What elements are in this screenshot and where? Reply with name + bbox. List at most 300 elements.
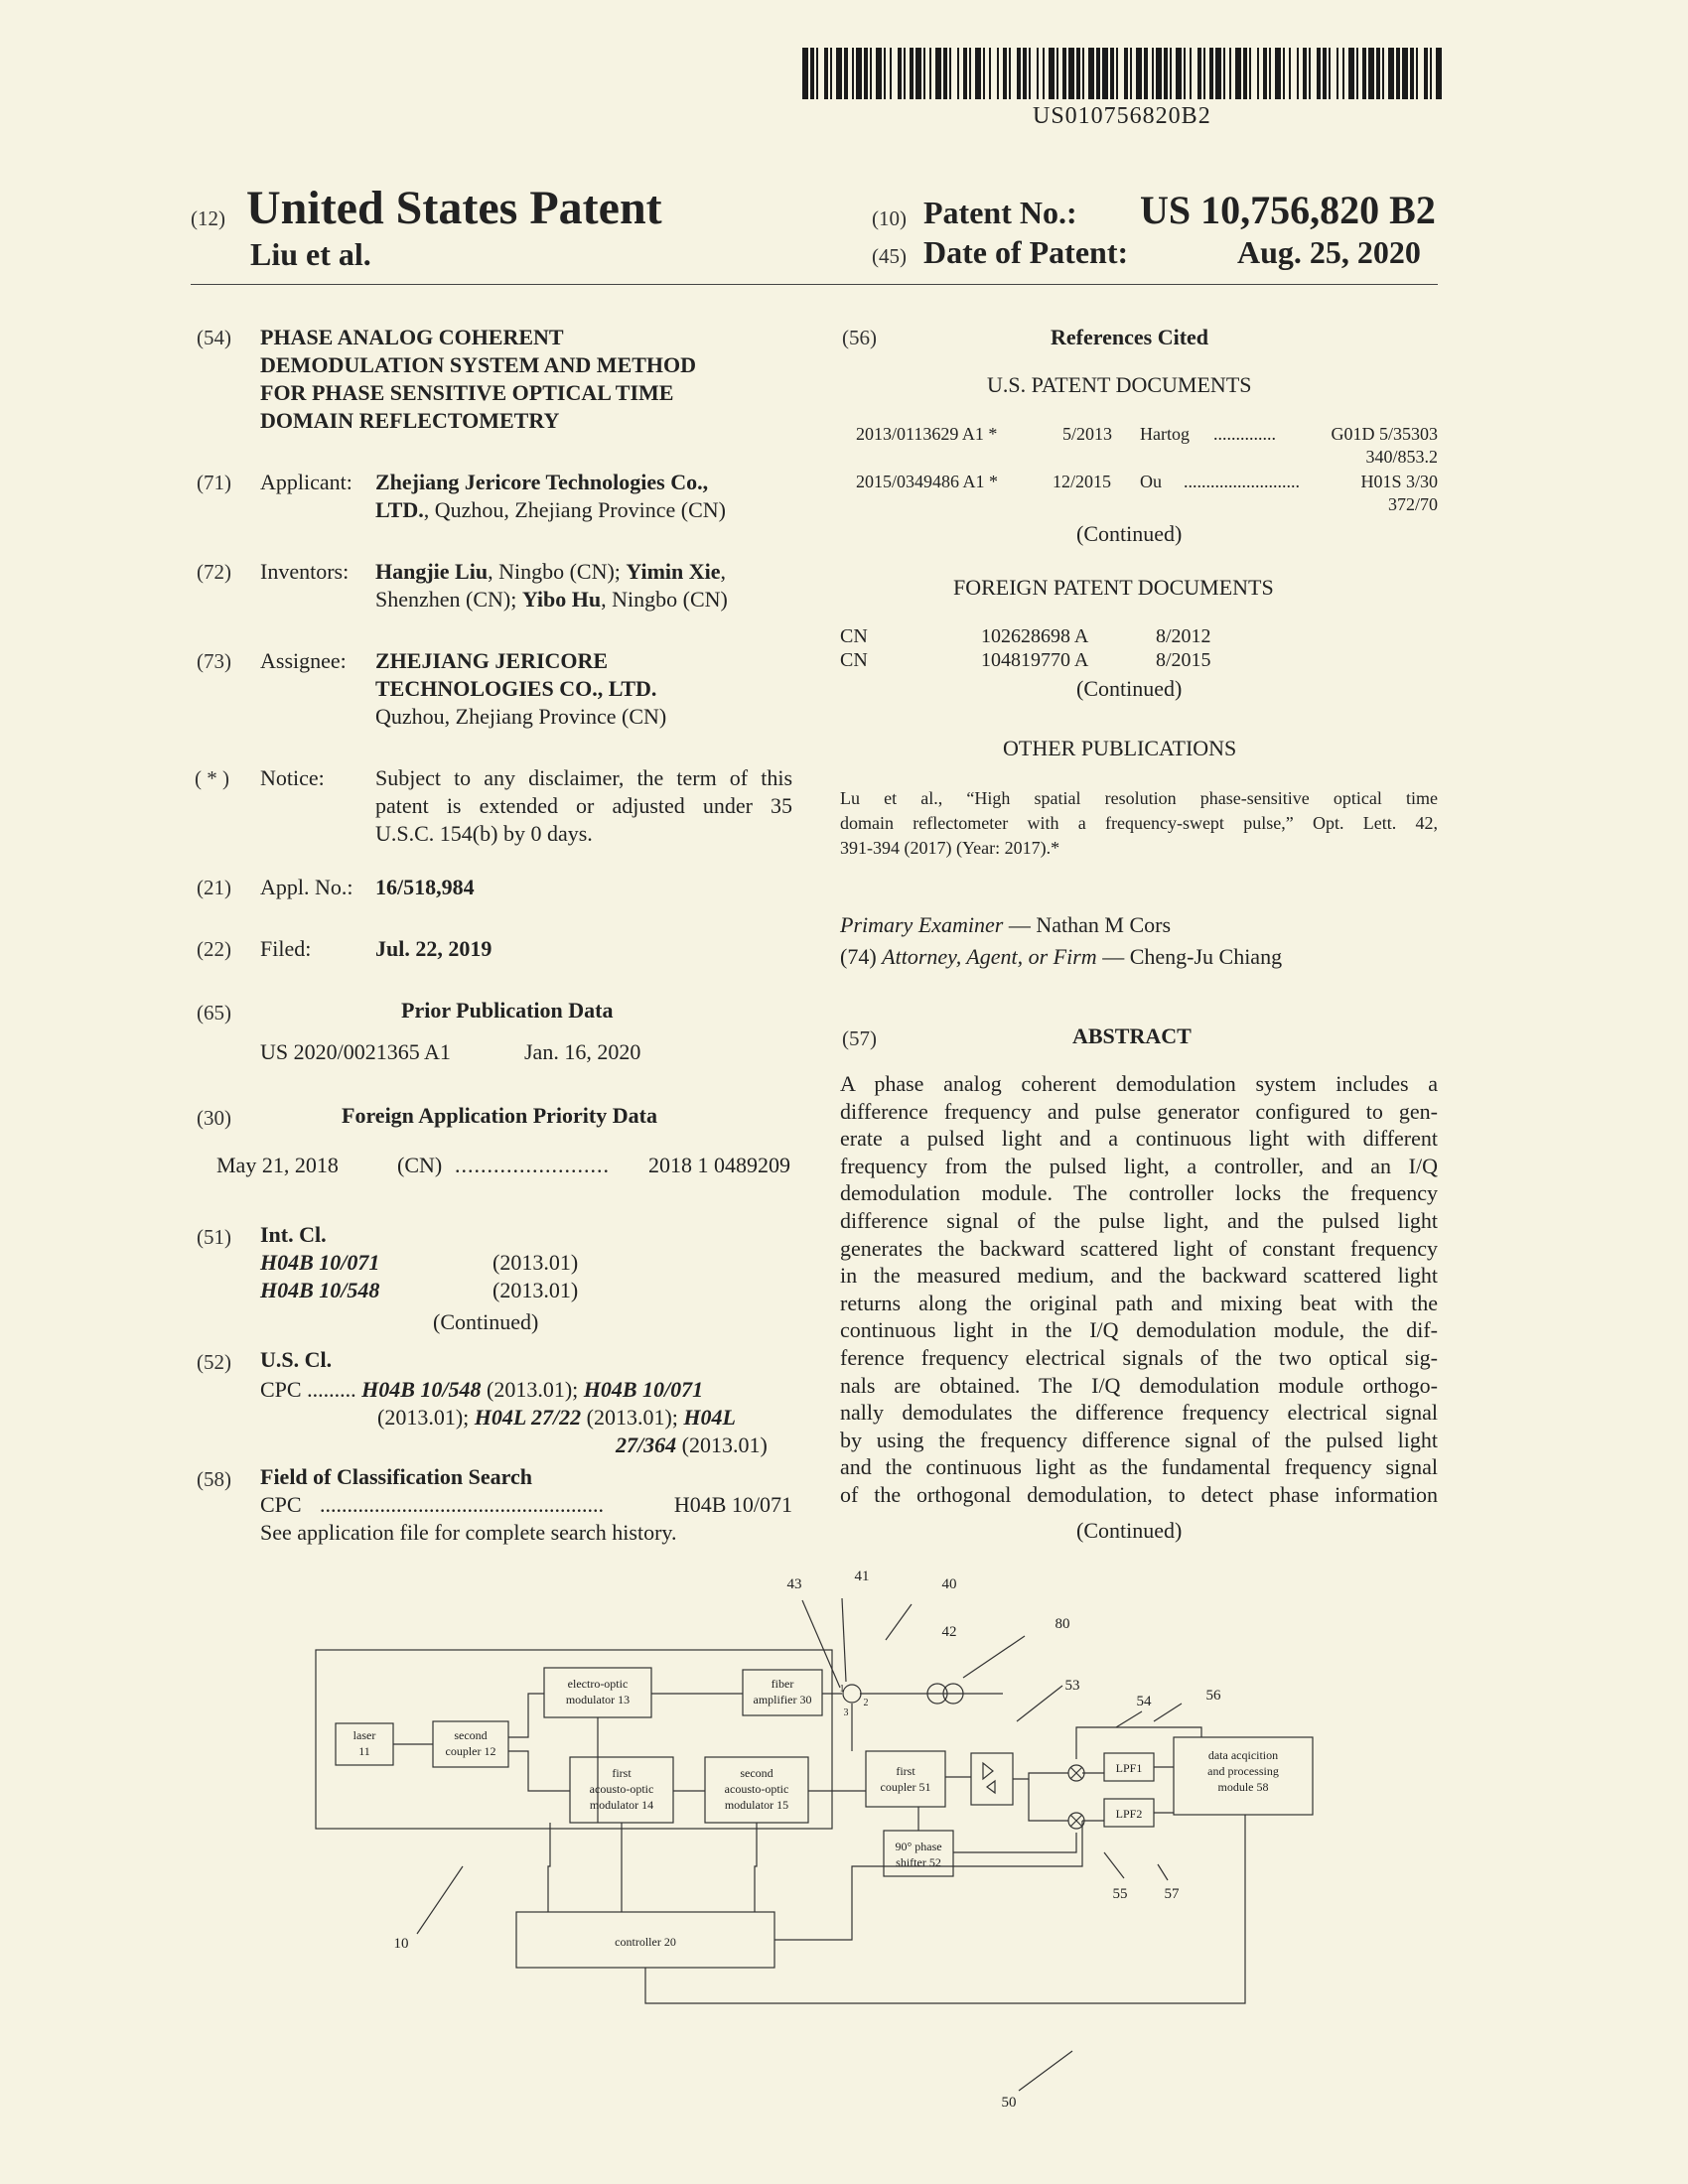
barcode-bar — [1368, 48, 1374, 99]
us-cl-class: H04B 10/071 — [583, 1377, 704, 1402]
ref-50: 50 — [1001, 2095, 1017, 2111]
phase-shifter-block — [884, 1831, 953, 1876]
ref-dots: .......................... — [1184, 472, 1300, 491]
signal-line — [1029, 1779, 1068, 1821]
leader-line — [842, 1598, 846, 1682]
code-45: (45) — [872, 244, 907, 268]
us-cl-line1 — [260, 1376, 703, 1404]
lpf2-label: LPF2 — [1115, 1807, 1143, 1821]
barcode-bar — [1116, 48, 1118, 99]
field-search-note: See application file for complete search history. — [260, 1520, 677, 1545]
barcode-bar — [1356, 48, 1358, 99]
ref-43: 43 — [786, 1576, 802, 1592]
code-21: (21) — [197, 876, 231, 899]
barcode-bar — [1076, 48, 1080, 99]
eom-label: modulator 13 — [565, 1693, 631, 1706]
abstract-continued: (Continued) — [1076, 1518, 1183, 1543]
foreign-date: 8/2012 — [1156, 625, 1211, 647]
applicant-name-2: LTD. — [375, 497, 424, 522]
invention-title — [260, 324, 696, 435]
field-search-row — [260, 1491, 792, 1519]
barcode-bar — [1003, 48, 1007, 99]
abstract-line: by using the frequency difference signal of the pulsed light — [840, 1427, 1438, 1452]
ref-class: G01D 5/35303 — [1331, 424, 1438, 444]
signal-line — [1076, 1727, 1201, 1759]
filed-label: Filed: — [260, 936, 312, 961]
barcode-bar — [852, 48, 854, 99]
applicant-line2 — [375, 496, 726, 524]
barcode-bar — [1088, 48, 1094, 99]
ref-dots: .............. — [1213, 424, 1276, 444]
prior-pub-number: US 2020/0021365 A1 — [260, 1039, 451, 1064]
inventor-location: , Ningbo (CN); — [488, 559, 627, 584]
foreign-priority-row — [216, 1152, 790, 1179]
us-reference-row — [856, 471, 1438, 493]
appl-label: Appl. No.: — [260, 875, 353, 899]
daq-label: and processing — [1207, 1764, 1279, 1778]
ref-42: 42 — [941, 1624, 957, 1640]
code-52: (52) — [197, 1350, 231, 1374]
foreign-reference-row — [840, 623, 1211, 649]
barcode-bars — [802, 48, 1438, 99]
abstract-line: nally demodulates the difference frequency electrical signal — [840, 1400, 1438, 1426]
patent-number: US 10,756,820 B2 — [1140, 188, 1436, 232]
phase-shifter-label: 90° phase — [895, 1840, 942, 1853]
ref-class: H01S 3/30 — [1360, 472, 1438, 491]
code-73: (73) — [197, 649, 231, 673]
title-line: FOR PHASE SENSITIVE OPTICAL TIME — [260, 380, 674, 405]
abstract-line: frequency from the pulsed light, a controller, and an I/Q — [840, 1153, 1438, 1178]
barcode-bar — [1362, 48, 1366, 99]
ref-inventor: Ou — [1140, 472, 1162, 491]
code-30: (30) — [197, 1106, 231, 1130]
code-56: (56) — [842, 326, 877, 349]
foreign-number: 102628698 A — [981, 625, 1089, 647]
barcode-bar — [1436, 48, 1442, 99]
barcode-bar — [1410, 48, 1414, 99]
barcode-bar — [1068, 48, 1074, 99]
optical-path — [508, 1694, 544, 1737]
code-54: (54) — [197, 326, 231, 349]
inventor-name: Yimin Xie — [626, 559, 721, 584]
abstract-line: difference signal of the pulse light, and the pulsed light — [840, 1207, 1438, 1233]
barcode-bar — [1323, 48, 1327, 99]
us-patent-docs-heading: U.S. PATENT DOCUMENTS — [987, 372, 1252, 397]
us-cl-line3 — [616, 1432, 768, 1459]
barcode-bar — [1289, 48, 1291, 99]
barcode-bar — [1209, 48, 1213, 99]
code-71: (71) — [197, 471, 231, 494]
title-line: PHASE ANALOG COHERENT — [260, 325, 564, 349]
barcode-bar — [1029, 48, 1031, 99]
leader-line — [963, 1636, 1025, 1678]
barcode-bar — [929, 48, 931, 99]
phase-shifter-label: shifter 52 — [896, 1855, 941, 1869]
us-cl-class: H04L 27/22 — [474, 1405, 582, 1430]
controller-label: controller 20 — [615, 1935, 676, 1949]
first-coupler-block — [866, 1751, 945, 1807]
other-pub-line: domain reflectometer with a frequency-swept pulse,” Opt. Lett. 42, — [840, 813, 1438, 833]
barcode-bar — [802, 48, 808, 99]
ref-date: 5/2013 — [1062, 424, 1113, 444]
appl-number: 16/518,984 — [375, 875, 475, 899]
date-label: Date of Patent: — [923, 234, 1129, 270]
fiber-amp-label: fiber — [771, 1677, 794, 1691]
eom-label: electro-optic — [567, 1677, 629, 1691]
barcode-bar — [1229, 48, 1231, 99]
references-heading: References Cited — [1051, 325, 1209, 349]
barcode-bar — [1056, 48, 1058, 99]
barcode-bar — [884, 48, 886, 99]
control-line — [774, 1821, 1082, 1940]
barcode-bar — [1164, 48, 1168, 99]
abstract-line: A phase analog coherent demodulation system includes a — [840, 1071, 1438, 1096]
other-pubs-heading: OTHER PUBLICATIONS — [1003, 736, 1237, 760]
inventor-sep: , — [720, 559, 727, 584]
barcode-bar — [810, 48, 814, 99]
barcode-bar — [1263, 48, 1267, 99]
patent-no-label: Patent No.: — [923, 195, 1077, 230]
int-cl-heading: Int. Cl. — [260, 1222, 327, 1247]
barcode-bar — [957, 48, 959, 99]
leader-line — [1104, 1852, 1124, 1878]
leader-line — [1017, 1686, 1062, 1721]
barcode — [802, 48, 1438, 99]
abstract-line: of the orthogonal demodulation, to detect phase information — [840, 1481, 1438, 1507]
inventor-location: , Ningbo (CN) — [601, 587, 728, 612]
barcode-bar — [1156, 48, 1162, 99]
aom1-label: modulator 14 — [589, 1798, 654, 1812]
circulator — [843, 1685, 861, 1703]
barcode-bar — [923, 48, 925, 99]
barcode-bar — [963, 48, 967, 99]
applicant-location: , Quzhou, Zhejiang Province (CN) — [423, 497, 726, 522]
leader-line — [802, 1600, 840, 1688]
aom1-label: first — [612, 1766, 632, 1780]
fiber-amp-label: amplifier 30 — [753, 1693, 812, 1706]
foreign-country: CN — [840, 625, 868, 647]
abstract-heading: ABSTRACT — [1072, 1024, 1192, 1048]
aom2-label: modulator 15 — [724, 1798, 789, 1812]
barcode-bar — [1203, 48, 1205, 99]
priority-dots: ........................ — [455, 1153, 610, 1177]
barcode-bar — [898, 48, 902, 99]
barcode-bar — [1152, 48, 1154, 99]
inventors-label: Inventors: — [260, 559, 350, 584]
code-12: (12) — [191, 206, 225, 230]
examiner-label: Primary Examiner — [840, 912, 1004, 937]
barcode-bar — [1082, 48, 1084, 99]
inventor-name: Hangjie Liu — [375, 559, 489, 584]
barcode-bar — [1009, 48, 1011, 99]
barcode-bar — [983, 48, 985, 99]
barcode-bar — [915, 48, 921, 99]
ref-80: 80 — [1055, 1616, 1070, 1632]
barcode-bar — [1197, 48, 1201, 99]
barcode-bar — [1348, 48, 1354, 99]
attorney-label: Attorney, Agent, or Firm — [882, 944, 1097, 969]
notice-line: patent is extended or adjusted under 35 — [375, 793, 792, 818]
foreign-priority-heading: Foreign Application Priority Data — [342, 1103, 657, 1128]
barcode-bar — [1190, 48, 1192, 99]
ref-40: 40 — [941, 1576, 957, 1592]
barcode-bar — [836, 48, 842, 99]
barcode-bar — [1283, 48, 1285, 99]
ref-54: 54 — [1136, 1694, 1152, 1709]
barcode-bar — [1424, 48, 1428, 99]
aom2-label: acousto-optic — [724, 1782, 789, 1796]
barcode-bar — [1184, 48, 1186, 99]
notice-line: U.S.C. 154(b) by 0 days. — [375, 821, 593, 846]
notice-text — [375, 764, 792, 848]
barcode-bar — [870, 48, 872, 99]
barcode-bar — [1062, 48, 1066, 99]
title-line: DOMAIN REFLECTOMETRY — [260, 408, 560, 433]
code-22: (22) — [197, 937, 231, 961]
second-coupler-label: coupler 12 — [445, 1744, 496, 1758]
prior-pub-date: Jan. 16, 2020 — [524, 1039, 641, 1064]
barcode-bar — [910, 48, 914, 99]
barcode-bar — [1130, 48, 1132, 99]
us-cl-version: (2013.01); — [377, 1405, 475, 1430]
barcode-bar — [1269, 48, 1271, 99]
us-cl-line2 — [377, 1404, 736, 1432]
barcode-bar — [1430, 48, 1432, 99]
barcode-bar — [989, 48, 991, 99]
code-58: (58) — [197, 1467, 231, 1491]
barcode-bar — [1243, 48, 1247, 99]
barcode-bar — [1043, 48, 1045, 99]
laser-label: laser — [352, 1728, 376, 1742]
priority-country: (CN) — [397, 1153, 443, 1177]
barcode-bar — [1023, 48, 1027, 99]
field-search-dots: .................................................... — [320, 1492, 604, 1517]
assignee-label: Assignee: — [260, 648, 347, 673]
leader-line — [1116, 1711, 1142, 1727]
barcode-bar — [1416, 48, 1418, 99]
barcode-bar — [1176, 48, 1182, 99]
leader-line — [1158, 1864, 1168, 1880]
code-51: (51) — [197, 1225, 231, 1249]
barcode-bar — [1275, 48, 1281, 99]
ref-class-2: 340/853.2 — [1365, 447, 1438, 467]
filed-date: Jul. 22, 2019 — [375, 936, 492, 961]
barcode-bar — [1342, 48, 1344, 99]
inventor-location: Shenzhen (CN); — [375, 587, 522, 612]
barcode-bar — [864, 48, 868, 99]
barcode-bar — [824, 48, 828, 99]
int-cl-continued: (Continued) — [433, 1309, 539, 1334]
first-coupler-label: first — [896, 1764, 915, 1778]
ref-number: 2015/0349486 A1 * — [856, 472, 999, 491]
barcode-bar — [943, 48, 947, 99]
barcode-bar — [1170, 48, 1172, 99]
field-search-cpc: CPC — [260, 1492, 302, 1517]
signal-line — [1013, 1773, 1068, 1779]
refs-continued: (Continued) — [1076, 521, 1183, 546]
barcode-bar — [1235, 48, 1241, 99]
barcode-bar — [1037, 48, 1039, 99]
barcode-bar — [1388, 48, 1394, 99]
abstract-line: and the continuous light as the fundamental frequency signal — [840, 1454, 1438, 1480]
barcode-bar — [1317, 48, 1321, 99]
title-line: DEMODULATION SYSTEM AND METHOD — [260, 352, 697, 377]
barcode-bar — [1329, 48, 1331, 99]
abstract-line: demodulation module. The controller locks the frequency — [840, 1180, 1438, 1206]
barcode-bar — [1049, 48, 1055, 99]
system-block-diagram — [0, 1549, 1688, 2111]
code-notice: ( * ) — [195, 766, 229, 790]
abstract-line: in the measured medium, and the backward scattered light — [840, 1263, 1438, 1289]
barcode-bar — [1017, 48, 1021, 99]
barcode-bar — [997, 48, 999, 99]
abstract-line: difference frequency and pulse generator configured to gen- — [840, 1098, 1438, 1124]
ref-10: 10 — [393, 1936, 409, 1952]
field-search-class: H04B 10/071 — [670, 1491, 792, 1519]
us-cl-version: (2013.01) — [676, 1433, 768, 1457]
us-reference-row — [856, 423, 1438, 446]
photodetector-block — [971, 1753, 1013, 1805]
barcode-bar — [890, 48, 892, 99]
us-cl-cpc: CPC — [260, 1377, 302, 1402]
code-74: (74) — [840, 944, 877, 969]
control-line — [548, 1823, 550, 1912]
barcode-bar — [844, 48, 848, 99]
control-line — [755, 1823, 757, 1912]
barcode-bar — [876, 48, 882, 99]
date-of-patent: Aug. 25, 2020 — [1237, 234, 1421, 270]
barcode-bar — [1215, 48, 1221, 99]
aom2-label: second — [740, 1766, 774, 1780]
abstract-line: nals are obtained. The I/Q demodulation module orthogo- — [840, 1372, 1438, 1398]
other-publication — [840, 786, 1438, 861]
barcode-bar — [1249, 48, 1251, 99]
us-cl-class: 27/364 — [616, 1433, 677, 1457]
barcode-bar — [1096, 48, 1100, 99]
us-cl-version: (2013.01); — [481, 1377, 584, 1402]
ref-57: 57 — [1164, 1886, 1180, 1902]
barcode-bar — [1336, 48, 1338, 99]
attorney-name: — Cheng-Ju Chiang — [1102, 944, 1283, 969]
barcode-bar — [935, 48, 941, 99]
prior-pub-heading: Prior Publication Data — [401, 998, 614, 1023]
barcode-bar — [1396, 48, 1400, 99]
inventor-short: Liu et al. — [250, 236, 371, 272]
other-pub-line: 391-394 (2017) (Year: 2017).* — [840, 838, 1060, 858]
leader-line — [417, 1866, 463, 1934]
second-coupler-label: second — [454, 1728, 488, 1742]
leader-line — [1019, 2051, 1072, 2091]
ref-55: 55 — [1112, 1886, 1128, 1902]
barcode-bar — [969, 48, 971, 99]
us-cl-dots: ......... — [307, 1377, 356, 1402]
priority-date: May 21, 2018 — [216, 1153, 339, 1177]
foreign-continued: (Continued) — [1076, 676, 1183, 701]
ref-inventor: Hartog — [1140, 424, 1190, 444]
primary-examiner — [840, 911, 1171, 939]
ref-class-2: 372/70 — [1387, 494, 1438, 514]
code-57: (57) — [842, 1026, 877, 1050]
barcode-bar — [856, 48, 862, 99]
other-pub-line: Lu et al., “High spatial resolution phase-sensitive optical time — [840, 788, 1438, 808]
int-cl-1-version: (2013.01) — [492, 1250, 579, 1275]
circulator-port: 1 — [839, 1684, 845, 1695]
assignee-line2: TECHNOLOGIES CO., LTD. — [375, 676, 657, 701]
abstract-line: ference frequency electrical signals of the two optical sig- — [840, 1344, 1438, 1370]
inventors-line2 — [375, 586, 728, 614]
barcode-bar — [975, 48, 981, 99]
barcode-bar — [1144, 48, 1148, 99]
barcode-bar — [904, 48, 906, 99]
barcode-bar — [1110, 48, 1114, 99]
assignee-line3: Quzhou, Zhejiang Province (CN) — [375, 704, 667, 729]
barcode-bar — [1303, 48, 1307, 99]
leader-line — [1154, 1704, 1182, 1721]
priority-number: 2018 1 0489209 — [648, 1153, 790, 1177]
ref-56: 56 — [1205, 1688, 1221, 1704]
barcode-bar — [1102, 48, 1108, 99]
assignee-line1: ZHEJIANG JERICORE — [375, 648, 609, 673]
barcode-bar — [1124, 48, 1128, 99]
header-divider — [191, 284, 1438, 285]
inventors-line1 — [375, 558, 726, 586]
foreign-date: 8/2015 — [1156, 649, 1211, 671]
foreign-reference-row — [840, 647, 1211, 673]
barcode-bar — [1297, 48, 1299, 99]
ref-number: 2013/0113629 A1 * — [856, 424, 998, 444]
optical-path — [508, 1751, 570, 1791]
int-cl-1: H04B 10/071 — [260, 1250, 380, 1275]
foreign-number: 104819770 A — [981, 649, 1089, 671]
barcode-bar — [1382, 48, 1384, 99]
abstract-line: continuous light in the I/Q demodulation module, the dif- — [840, 1317, 1438, 1343]
inventor-name: Yibo Hu — [521, 587, 602, 612]
applicant-label: Applicant: — [260, 470, 352, 494]
notice-label: Notice: — [260, 765, 325, 790]
barcode-bar — [1309, 48, 1311, 99]
attorney — [840, 943, 1282, 971]
barcode-bar — [1257, 48, 1259, 99]
abstract-line: returns along the original path and mixing beat with the — [840, 1290, 1438, 1315]
document-title: United States Patent — [246, 182, 662, 234]
ref-41: 41 — [854, 1569, 870, 1584]
ref-53: 53 — [1064, 1678, 1080, 1694]
applicant-name: Zhejiang Jericore Technologies Co., — [375, 470, 709, 494]
daq-label: data acqicition — [1207, 1748, 1279, 1762]
barcode-bar — [1402, 48, 1408, 99]
int-cl-2-version: (2013.01) — [492, 1278, 579, 1302]
code-10: (10) — [872, 206, 907, 230]
lpf1-label: LPF1 — [1115, 1761, 1143, 1775]
code-65: (65) — [197, 1001, 231, 1024]
abstract-body — [840, 1070, 1438, 1509]
us-cl-version: (2013.01); — [581, 1405, 684, 1430]
us-cl-class: H04L — [683, 1405, 736, 1430]
us-cl-heading: U.S. Cl. — [260, 1347, 333, 1372]
aom1-label: acousto-optic — [589, 1782, 654, 1796]
daq-label: module 58 — [1217, 1780, 1269, 1794]
circulator-port: 2 — [863, 1698, 869, 1708]
first-coupler-label: coupler 51 — [880, 1780, 931, 1794]
barcode-bar — [1223, 48, 1225, 99]
barcode-bar — [816, 48, 818, 99]
foreign-docs-heading: FOREIGN PATENT DOCUMENTS — [953, 575, 1274, 600]
ref-date: 12/2015 — [1053, 472, 1112, 491]
int-cl-2: H04B 10/548 — [260, 1278, 380, 1302]
examiner-name: — Nathan M Cors — [1008, 912, 1172, 937]
abstract-line: erate a pulsed light and a continuous light with different — [840, 1126, 1438, 1152]
circulator-port: 3 — [843, 1707, 849, 1718]
